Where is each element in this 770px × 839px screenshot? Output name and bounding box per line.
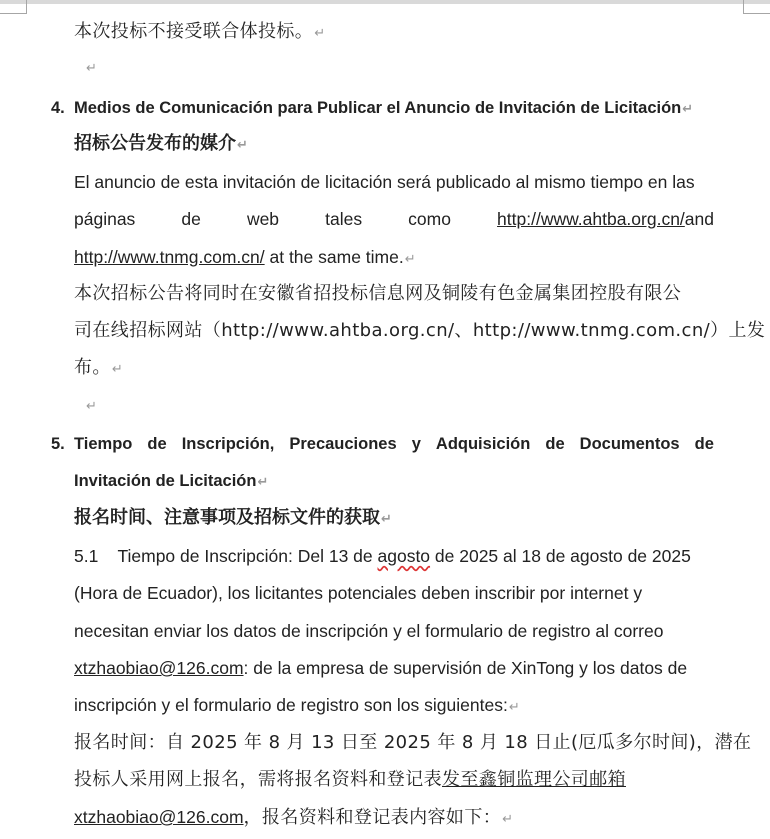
section-4-cn-line2: 司在线招标网站（http://www.ahtba.org.cn/、http://www.tnmg.com.cn/）上发 [74, 320, 766, 341]
section-5-p1-line3: necesitan enviar los datos de inscripción y el formulario de registro al correo [74, 621, 664, 641]
intro-line: 本次投标不接受联合体投标。↵ [74, 21, 326, 42]
section-5-cn-line3: xtzhaobiao@126.com，报名资料和登记表内容如下：↵ [74, 807, 514, 828]
section-4-p1-line3: http://www.tnmg.com.cn/ at the same time.↵ [74, 247, 416, 267]
section-4-cn-line3: 布。↵ [74, 357, 124, 378]
section-5-cn-line2: 投标人采用网上报名，需将报名资料和登记表发至鑫铜监理公司邮箱 [74, 769, 626, 790]
section-4-title-cn: 招标公告发布的媒介↵ [74, 133, 248, 154]
link-ahtba[interactable]: http://www.ahtba.org.cn/ [497, 209, 685, 229]
spellcheck-word: agosto [377, 546, 431, 566]
section-5-title-line2: Invitación de Licitación↵ [74, 472, 269, 490]
section-4-p1-line2: páginas de web tales como http://www.ahtba.org.cn/and [74, 209, 714, 229]
email-link[interactable]: xtzhaobiao@126.com [74, 658, 244, 678]
empty-paragraph-mark: ↵ [86, 398, 97, 413]
email-link-cn[interactable]: xtzhaobiao@126.com [74, 807, 244, 827]
empty-paragraph-mark: ↵ [86, 60, 97, 75]
section-5-p1-line4: xtzhaobiao@126.com: de la empresa de supervisión de XinTong y los datos de [74, 658, 688, 678]
section-5-p1-line1: 5.1 Tiempo de Inscripción: Del 13 de agosto de 2025 al 18 de agosto de 2025 [74, 546, 691, 566]
section-5-number: 5. [51, 435, 65, 453]
section-5-p1-line2: (Hora de Ecuador), los licitantes potenciales deben inscribir por internet y [74, 583, 643, 603]
section-4-title: Medios de Comunicación para Publicar el Anuncio de Invitación de Licitación↵ [74, 99, 694, 117]
section-5-title-line1: Tiempo de Inscripción, Precauciones y Adquisición de Documentos de [74, 435, 714, 453]
section-5-title-cn: 报名时间、注意事项及招标文件的获取↵ [74, 507, 392, 528]
section-4-cn-line1: 本次招标公告将同时在安徽省招投标信息网及铜陵有色金属集团控股有限公 [74, 283, 682, 304]
underlined-phrase: 发至鑫铜监理公司邮箱 [442, 769, 626, 790]
section-5-cn-line1: 报名时间：自 2025 年 8 月 13 日至 2025 年 8 月 18 日止(厄瓜多尔时间)，潜在 [74, 732, 752, 753]
section-4-number: 4. [51, 99, 65, 117]
section-5-p1-line5: inscripción y el formulario de registro son los siguientes:↵ [74, 695, 520, 715]
link-tnmg[interactable]: http://www.tnmg.com.cn/ [74, 247, 265, 267]
section-4-p1-line1: El anuncio de esta invitación de licitación será publicado al mismo tiempo en las [74, 172, 695, 192]
